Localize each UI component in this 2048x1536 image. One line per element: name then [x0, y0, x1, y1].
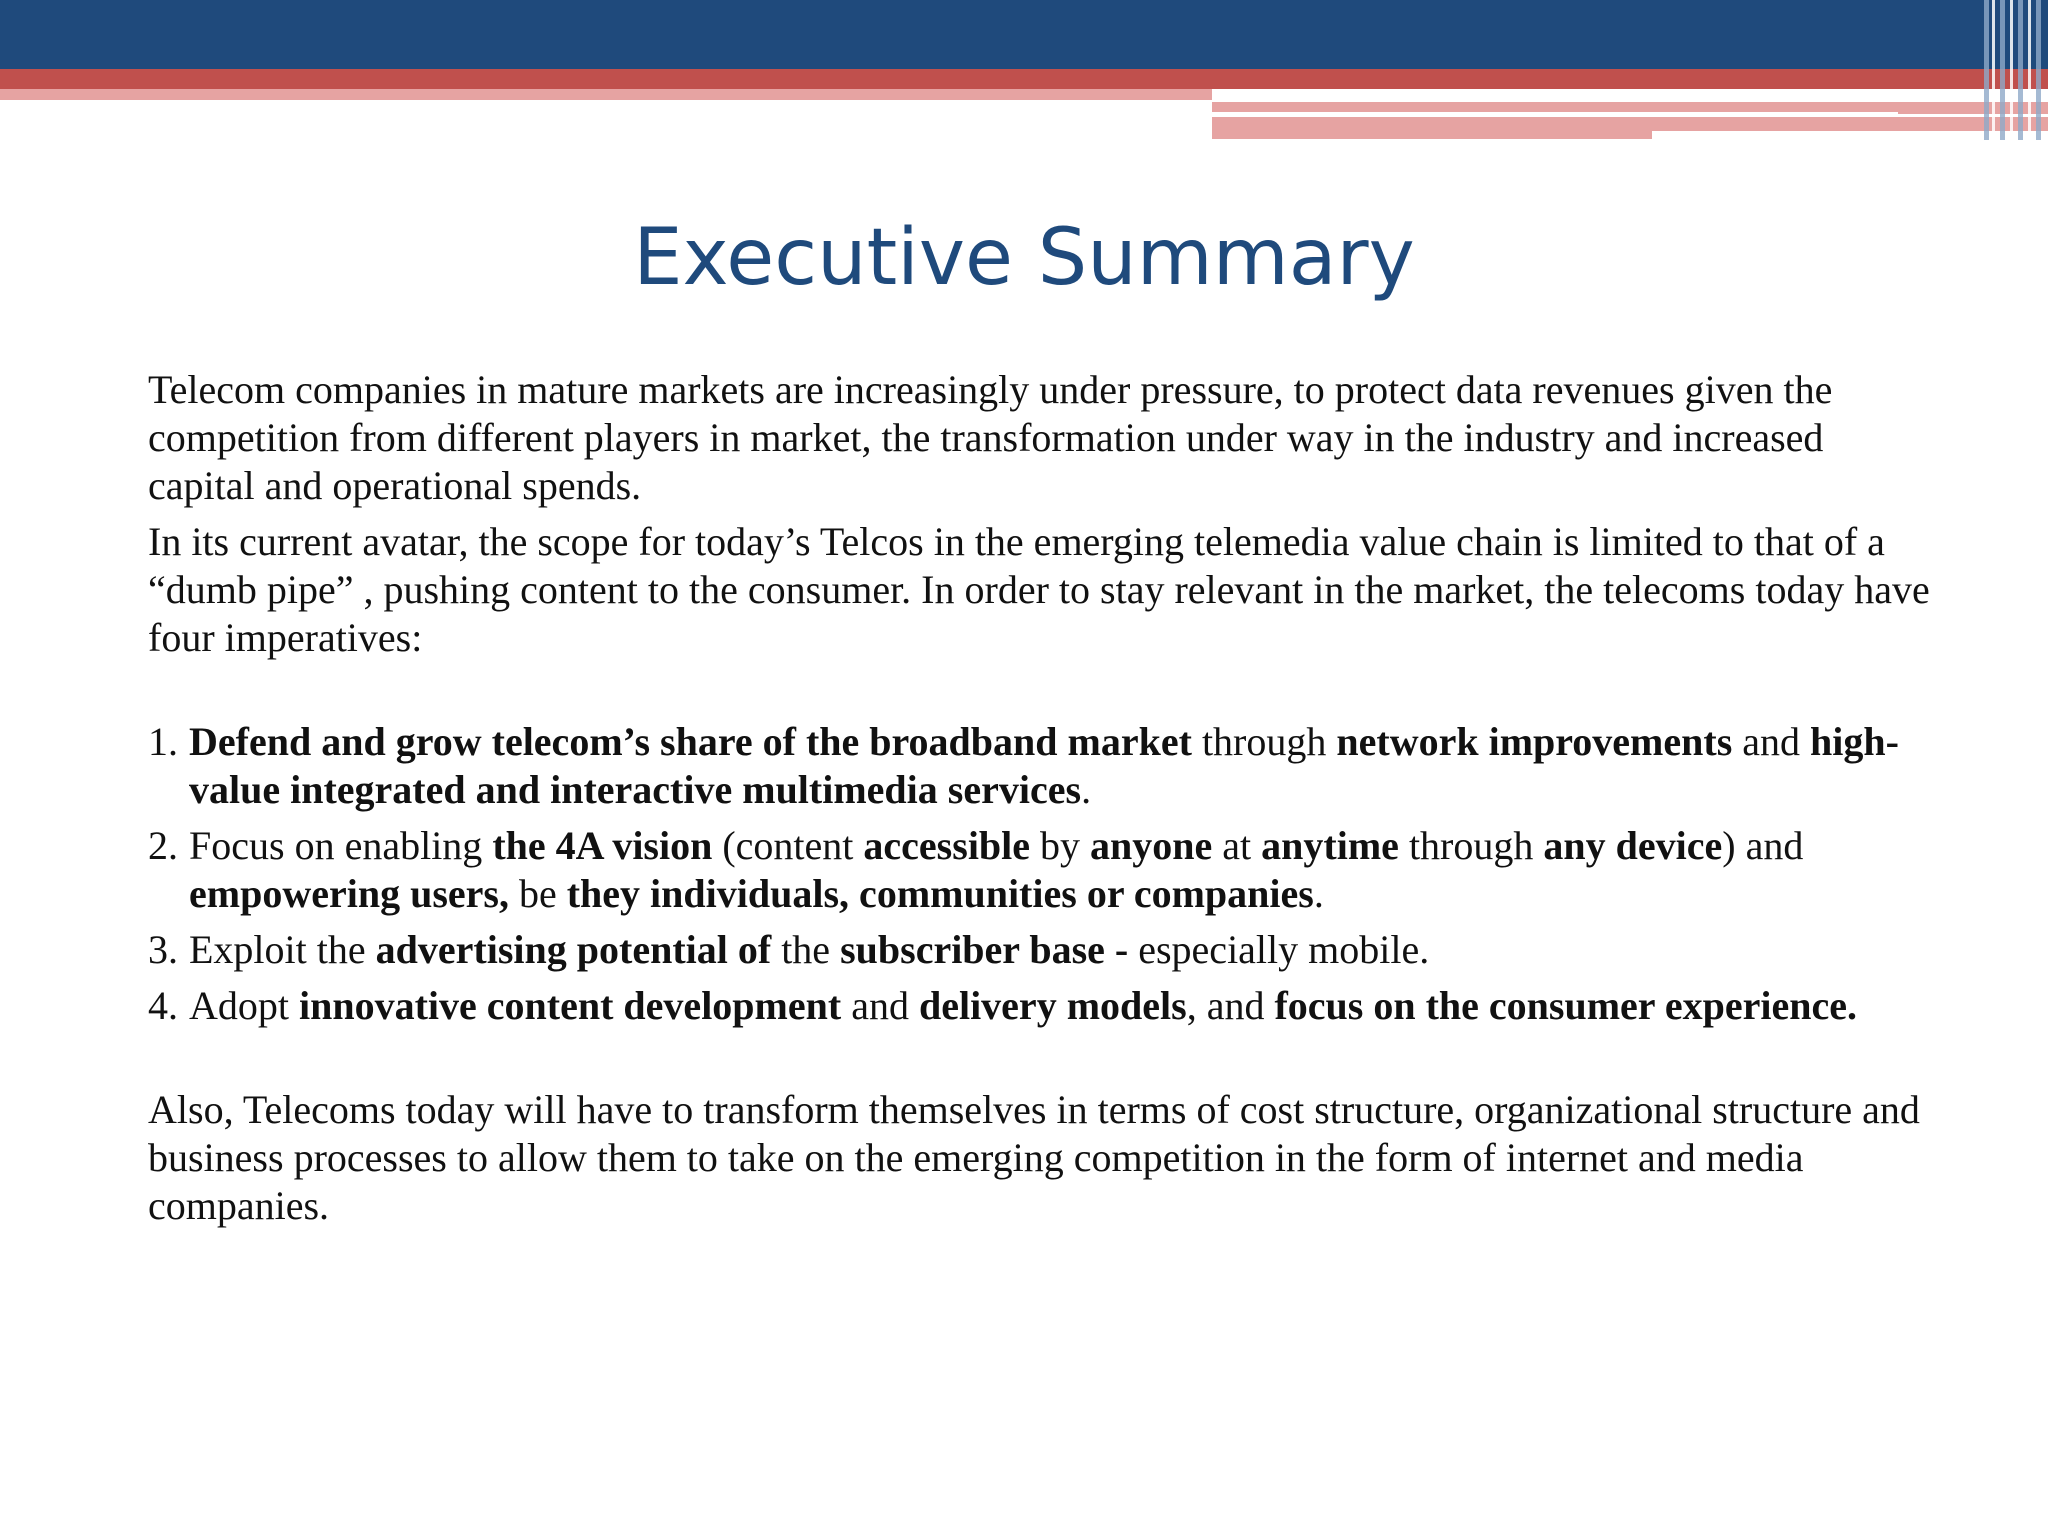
intro-paragraph-1: Telecom companies in mature markets are increasingly under pressure, to protect data revenues given the competition from different players in market, the transformation under way in the industry and increased capital and operational spends.: [148, 367, 1833, 508]
list-item-bold-text: they individuals, communities or companies: [566, 871, 1314, 916]
list-item-text: through: [1191, 719, 1337, 764]
header-pink-band-short: [1212, 131, 1652, 139]
list-item-bold-text: the 4A vision: [492, 823, 713, 868]
closing-paragraph: Also, Telecoms today will have to transform themselves in terms of cost structure, organizational structure and business processes to allow them to take on the emerging competition in the form of internet and media companies.: [148, 1087, 1920, 1228]
list-item-bold-text: Defend and grow telecom’s share of the broadband market: [189, 719, 1192, 764]
header-blue-band: [0, 0, 2048, 69]
header-stripe: [1992, 0, 1995, 140]
list-item-text: the: [771, 927, 841, 972]
header-gap: [1212, 89, 2048, 102]
list-item-bold-text: any device: [1543, 823, 1723, 868]
header-pink-band-left: [0, 89, 1212, 100]
list-item-bold-text: innovative content development: [299, 983, 842, 1028]
header-stripe: [2000, 0, 2005, 140]
list-item: [148, 926, 1938, 974]
list-item-text: especially mobile.: [1138, 927, 1430, 972]
list-item-number: 2.: [148, 823, 178, 868]
list-item-bold-text: subscriber base: [840, 927, 1105, 972]
list-item-text: , and: [1186, 983, 1275, 1028]
list-item-number: 1.: [148, 719, 178, 764]
list-item-text: Exploit the: [189, 927, 376, 972]
list-item-text: and: [841, 983, 919, 1028]
list-item-bold-text: delivery models: [918, 983, 1187, 1028]
list-item-number: 3.: [148, 927, 178, 972]
list-item: [148, 718, 1938, 814]
header-stripe: [2018, 0, 2023, 140]
header-red-band: [0, 69, 2048, 89]
list-item-text: by: [1030, 823, 1091, 868]
list-item-text: at: [1212, 823, 1262, 868]
header-pink-band-lower: [1212, 117, 2048, 131]
list-item-bold-text: -: [1104, 927, 1139, 972]
list-item-bold-text: empowering users,: [189, 871, 509, 916]
list-item: [148, 982, 1938, 1030]
list-item-text: be: [508, 871, 567, 916]
list-item-text: through: [1398, 823, 1544, 868]
list-item-bold-text: anyone: [1090, 823, 1213, 868]
list-item-text: (content: [712, 823, 864, 868]
list-item-bold-text: high-value integrated and interactive multimedia services: [189, 719, 1899, 812]
list-item-bold-text: anytime: [1261, 823, 1399, 868]
header-stripe: [2028, 0, 2031, 140]
list-item-text: ) and: [1722, 823, 1804, 868]
list-item-bold-text: advertising potential of: [375, 927, 772, 972]
list-item-bold-text: focus on the consumer experience.: [1274, 983, 1857, 1028]
list-item-bold-text: network improvements: [1336, 719, 1733, 764]
list-item-text: .: [1081, 767, 1092, 812]
list-item-bold-text: accessible: [863, 823, 1031, 868]
slide-title: Executive Summary: [633, 213, 1415, 303]
list-item-text: and: [1732, 719, 1811, 764]
slide-body: [148, 366, 1938, 1230]
list-item-text: .: [1313, 871, 1324, 916]
list-item-text: Focus on enabling: [189, 823, 493, 868]
intro-paragraph-2: In its current avatar, the scope for today’s Telcos in the emerging telemedia value chain is limited to that of a “dumb pipe” , pushing content to the consumer. In order to stay relevant in the market, the telecoms today have four imperatives:: [148, 519, 1930, 660]
imperatives-list: [148, 718, 1938, 1030]
header-stripe: [1984, 0, 1989, 140]
list-item: [148, 822, 1938, 918]
list-item-number: 4.: [148, 983, 178, 1028]
header-stripe: [2010, 0, 2013, 140]
header-stripe: [2036, 0, 2041, 140]
list-item-text: Adopt: [189, 983, 299, 1028]
